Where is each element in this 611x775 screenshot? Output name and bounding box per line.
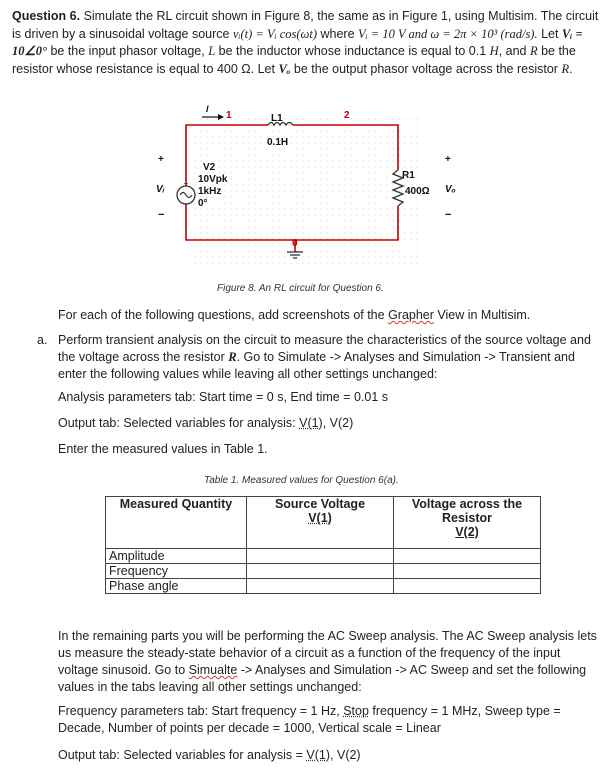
- vi-label: Vᵢ: [156, 184, 165, 195]
- ac-sweep-intro: In the remaining parts you will be performing the AC Sweep analysis. The AC Sweep analysis lets us measure the steady-state behavior of a circuit as a function of the frequency of the input voltage sinusoid. Go to Simualte -> Analyses and Simulation -> AC Sweep and set the following values in the tabs leaving all other settings unchanged:: [58, 629, 597, 694]
- table-cell[interactable]: [247, 564, 394, 579]
- frequency-params: Frequency parameters tab: Start frequency = 1 Hz, Stop frequency = 1 MHz, Sweep type = Decade, Number of points per decade = 1000, Vertical scale = Linear: [58, 704, 561, 735]
- table-row: Amplitude: [106, 549, 541, 564]
- table-cell[interactable]: [247, 549, 394, 564]
- instructions-intro: For each of the following questions, add screenshots of the Grapher View in Multisim.: [58, 308, 531, 322]
- vo-label: Vₒ: [445, 184, 456, 195]
- source-amplitude: 10Vpk: [198, 174, 228, 185]
- question-label: Question 6.: [12, 9, 81, 23]
- vi-plus-sign: +: [158, 154, 164, 165]
- vo-minus-sign: −: [445, 209, 452, 221]
- table-cell[interactable]: [394, 549, 541, 564]
- table-row: Frequency: [106, 564, 541, 579]
- question-text: Question 6. Simulate the RL circuit shown in Figure 8, the same as in Figure 1, using Multisim. The circuit is driven by a sinusoidal voltage source vᵢ(t) = Vᵢ cos(ωt) where Vᵢ = 10 V and ω = 2π × 10³ (rad/s). Let Vᵢ = 10∠0° be the input phasor voltage, L be the inductor whose inductance is equal to 0.1 H, and R be the resistor whose resistance is equal to 400 Ω. Let Vₒ be the output phasor voltage across the resistor R.: [12, 9, 599, 76]
- node-2-label: 2: [344, 110, 350, 121]
- analysis-params: Analysis parameters tab: Start time = 0 s, End time = 0.01 s: [58, 390, 389, 404]
- output-tab-a: Output tab: Selected variables for analysis: V(1), V(2): [58, 416, 354, 430]
- source-name: V2: [203, 162, 216, 173]
- measurement-table: [105, 496, 541, 594]
- inductor-value: 0.1H: [267, 137, 289, 148]
- resistor-value: 400Ω: [405, 186, 430, 197]
- table-row: Phase angle: [106, 579, 541, 594]
- current-label: I: [206, 104, 209, 114]
- header-source-voltage: Source Voltage V(1): [247, 497, 394, 549]
- part-a-text: Perform transient analysis on the circuit to measure the characteristics of the source voltage and the voltage across the resistor R. Go to Simulate -> Analyses and Simulation -> Transient and enter the following values while leaving all other settings unchanged:: [58, 333, 591, 381]
- inductor-name: L1: [271, 113, 283, 124]
- grid-background: [190, 114, 420, 264]
- table-cell[interactable]: [394, 579, 541, 594]
- vo-plus-sign: +: [445, 154, 451, 165]
- node-0-label: 0: [292, 238, 298, 249]
- resistor-name: R1: [402, 170, 415, 181]
- enter-values-text: Enter the measured values in Table 1.: [58, 442, 268, 456]
- node-1-label: 1: [226, 110, 232, 121]
- table-header-row: [106, 497, 541, 549]
- header-measured-quantity: Measured Quantity: [106, 497, 247, 549]
- part-a-label: a.: [37, 333, 48, 347]
- output-tab-sweep: Output tab: Selected variables for analysis = V(1), V(2): [58, 748, 361, 762]
- rl-circuit-diagram: [140, 100, 470, 280]
- figure-caption: Figure 8. An RL circuit for Question 6.: [217, 283, 384, 294]
- source-phase: 0°: [198, 198, 208, 209]
- svg-text:+: +: [184, 181, 189, 188]
- table-cell[interactable]: [247, 579, 394, 594]
- header-resistor-voltage: Voltage across the Resistor V(2): [394, 497, 541, 549]
- vi-minus-sign: −: [158, 209, 165, 221]
- table-caption: Table 1. Measured values for Question 6(a).: [204, 475, 399, 486]
- source-frequency: 1kHz: [198, 186, 222, 197]
- table-cell[interactable]: [394, 564, 541, 579]
